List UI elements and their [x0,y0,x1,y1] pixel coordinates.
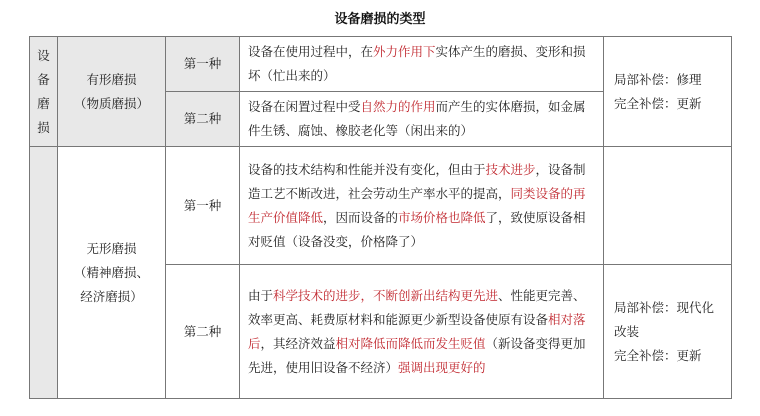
highlighted-text: 自然力的作用 [360,99,436,114]
intangible-wear-alias: （精神磨损、 [73,264,149,280]
description-text: ，设备制造工艺不断改进，社会劳动生产率水平的提高， [248,161,586,201]
intangible-wear-name: 无形磨损 [86,240,137,256]
description-text: 设备在使用过程中，在 [248,44,374,59]
tangible-wear-alias: （物质磨损） [73,95,149,111]
kind-description [240,147,604,265]
category-char: 损 [37,119,50,135]
compensation-full: 完全补偿：更新 [614,95,702,111]
kind-label: 第一种 [166,37,240,92]
highlighted-text: 科学技术的进步，不断创新出结构更先进 [273,287,499,303]
kind-label: 第二种 [166,265,240,399]
compensation-cell [604,37,732,147]
wear-types-table [29,36,732,399]
description-text: 由于 [248,287,274,303]
description-text: （新设备变得更加先进，使用旧设备不经济） [248,335,586,375]
category-char: 备 [37,71,50,87]
description-text: 、性能更完善、效率更高、耗费原材料和能源更少新型设备使原有设备 [248,287,586,327]
description-text: ，其经济效益 [260,335,336,351]
compensation-full: 完全补偿：更新 [614,347,702,363]
intangible-wear-cell [58,147,166,399]
description-text: 设备在闲置过程中受 [248,99,361,114]
description-text: ，因而设备的 [323,209,399,225]
category-char: 磨 [37,95,50,111]
tangible-wear-name: 有形磨损 [86,71,137,87]
category-char: 设 [37,47,50,63]
highlighted-text: 技术进步 [485,161,536,177]
compensation-partial: 局部补偿：修理 [614,71,702,87]
description-text: 实体产生的磨损、变形和损坏（忙出来的） [248,44,586,83]
compensation-cell-empty [604,147,732,265]
description-text: 了，致使原设备相对贬值（设备没变，价格降了） [248,209,586,249]
description-text: 设备的技术结构和性能并没有变化，但由于 [248,161,486,177]
intangible-wear-alias: 经济磨损） [80,288,143,304]
highlighted-text: 市场价格也降低 [398,209,486,225]
kind-label: 第二种 [166,92,240,147]
highlighted-text: 外力作用下 [373,44,436,59]
page-title: 设备磨损的类型 [334,12,426,27]
tangible-wear-cell [58,37,166,147]
highlighted-text: 同类设备的再生产价值降低 [248,185,586,225]
highlighted-text: 强调出现更好的 [398,359,486,375]
description-text: 而产生的实体磨损，如金属件生锈、腐蚀、橡胶老化等（闲出来的） [248,99,586,138]
highlighted-text: 相对落后 [248,311,586,351]
compensation-cell [604,265,732,399]
category-cell-empty [30,147,58,399]
kind-description [240,37,604,92]
kind-description [240,92,604,147]
compensation-partial: 局部补偿：现代化改装 [614,299,715,339]
category-cell [30,37,58,147]
kind-description [240,265,604,399]
highlighted-text: 相对降低而降低而发生贬值 [335,335,486,351]
kind-label: 第一种 [166,147,240,265]
